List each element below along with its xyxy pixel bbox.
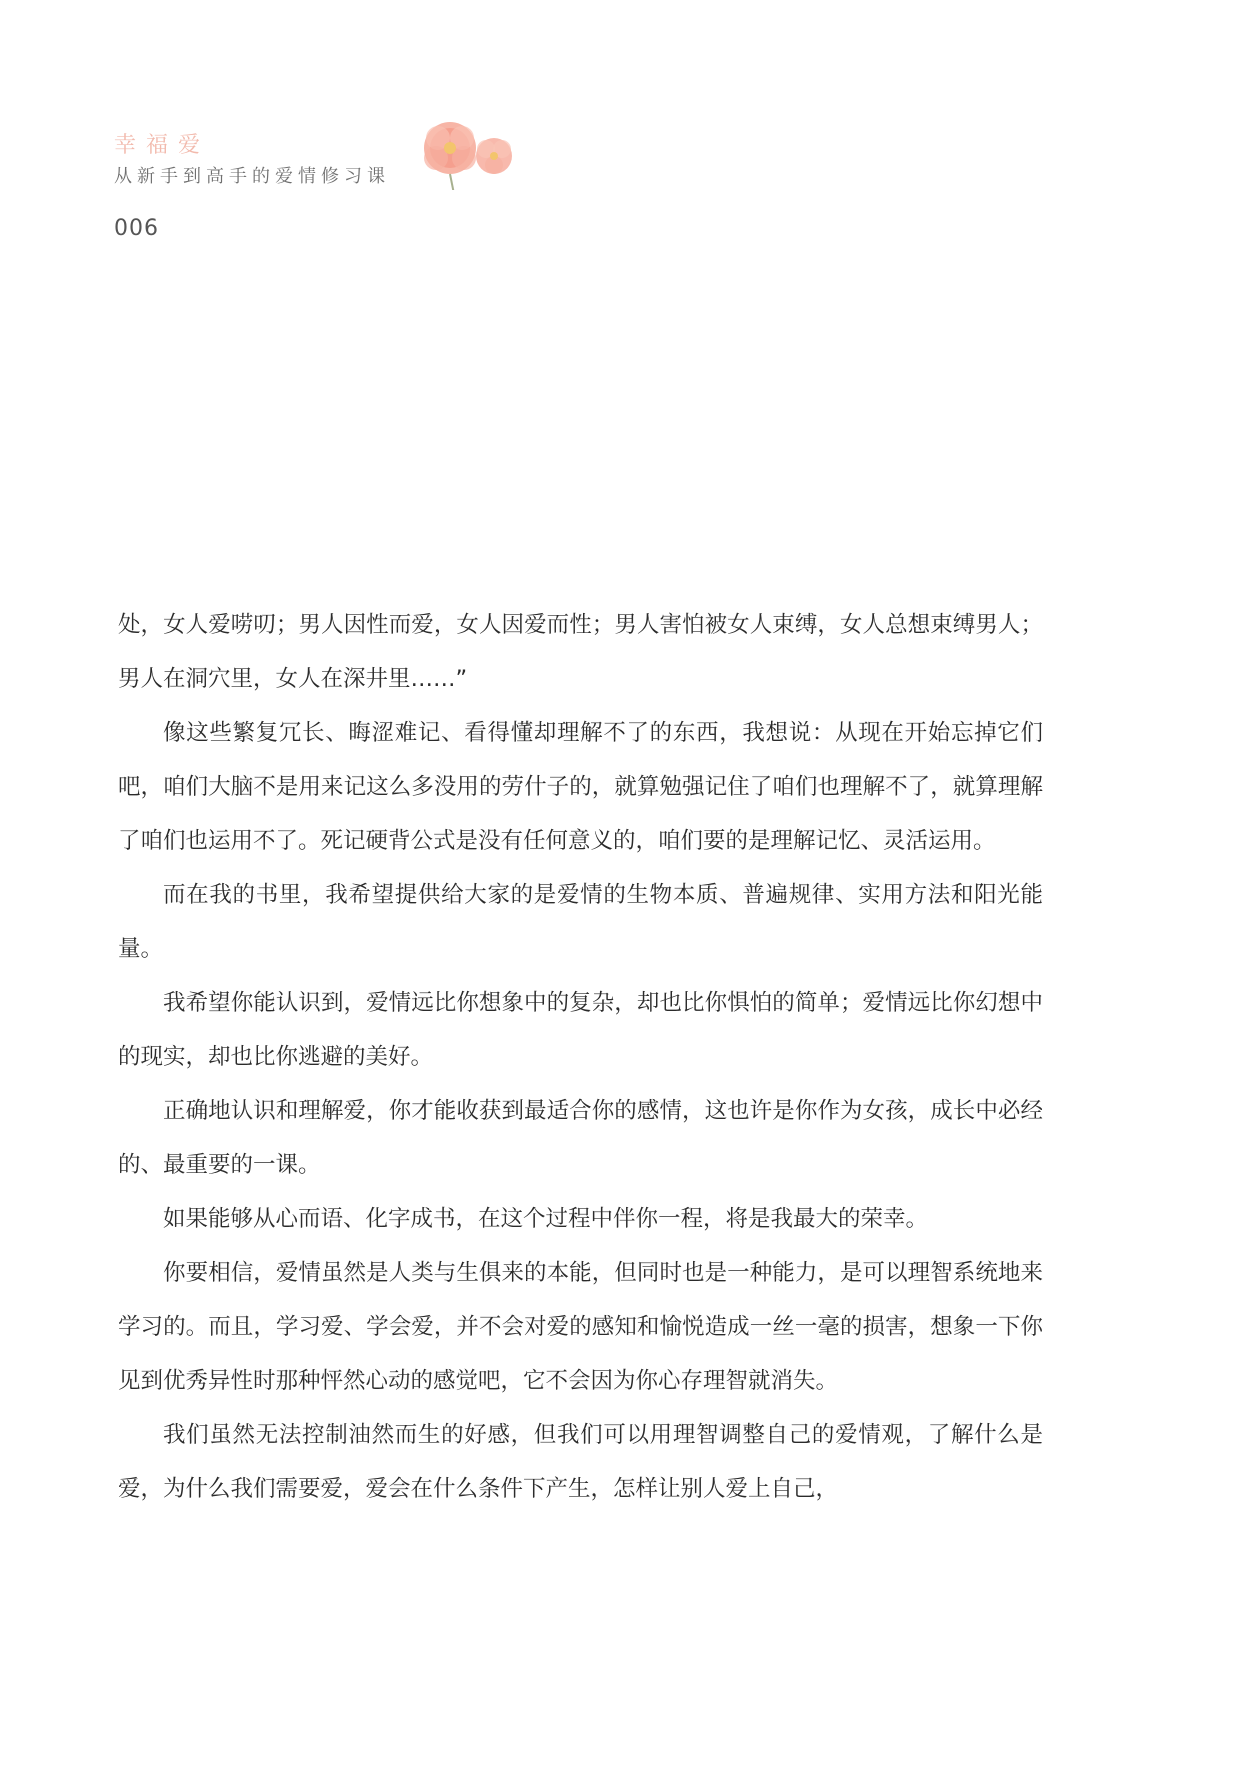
paragraph: 我希望你能认识到，爱情远比你想象中的复杂，却也比你惧怕的简单；爱情远比你幻想中的现实，却也比你逃避的美好。 [118,990,1043,1070]
book-title: 从新手到高手的爱情修习课 [114,166,390,187]
paragraph: 像这些繁复冗长、晦涩难记、看得懂却理解不了的东西，我想说：从现在开始忘掉它们吧，咱们大脑不是用来记这么多没用的劳什子的，就算勉强记住了咱们也理解不了，就算理解了咱们也运用不了。死记硬背公式是没有任何意义的，咱们要的是理解记忆、灵活运用。 [118,720,1043,854]
series-title: 幸福爱 [114,133,211,158]
page-number: 006 [114,216,159,241]
running-header [114,128,534,218]
paragraph: 我们虽然无法控制油然而生的好感，但我们可以用理智调整自己的爱情观，了解什么是爱，为什么我们需要爱，爱会在什么条件下产生，怎样让别人爱上自己， [118,1422,1043,1502]
flower-icon [414,114,524,190]
paragraph: 你要相信，爱情虽然是人类与生俱来的本能，但同时也是一种能力，是可以理智系统地来学习的。而且，学习爱、学会爱，并不会对爱的感知和愉悦造成一丝一毫的损害，想象一下你见到优秀异性时那种怦然心动的感觉吧，它不会因为你心存理智就消失。 [118,1260,1043,1394]
paragraph: 处，女人爱唠叨；男人因性而爱，女人因爱而性；男人害怕被女人束缚，女人总想束缚男人；男人在洞穴里，女人在深井里……” [118,612,1043,692]
body-text [118,598,1043,1516]
paragraph: 如果能够从心而语、化字成书，在这个过程中伴你一程，将是我最大的荣幸。 [163,1206,929,1232]
paragraph: 正确地认识和理解爱，你才能收获到最适合你的感情，这也许是你作为女孩，成长中必经的、最重要的一课。 [118,1098,1043,1178]
paragraph: 而在我的书里，我希望提供给大家的是爱情的生物本质、普遍规律、实用方法和阳光能量。 [118,882,1043,962]
